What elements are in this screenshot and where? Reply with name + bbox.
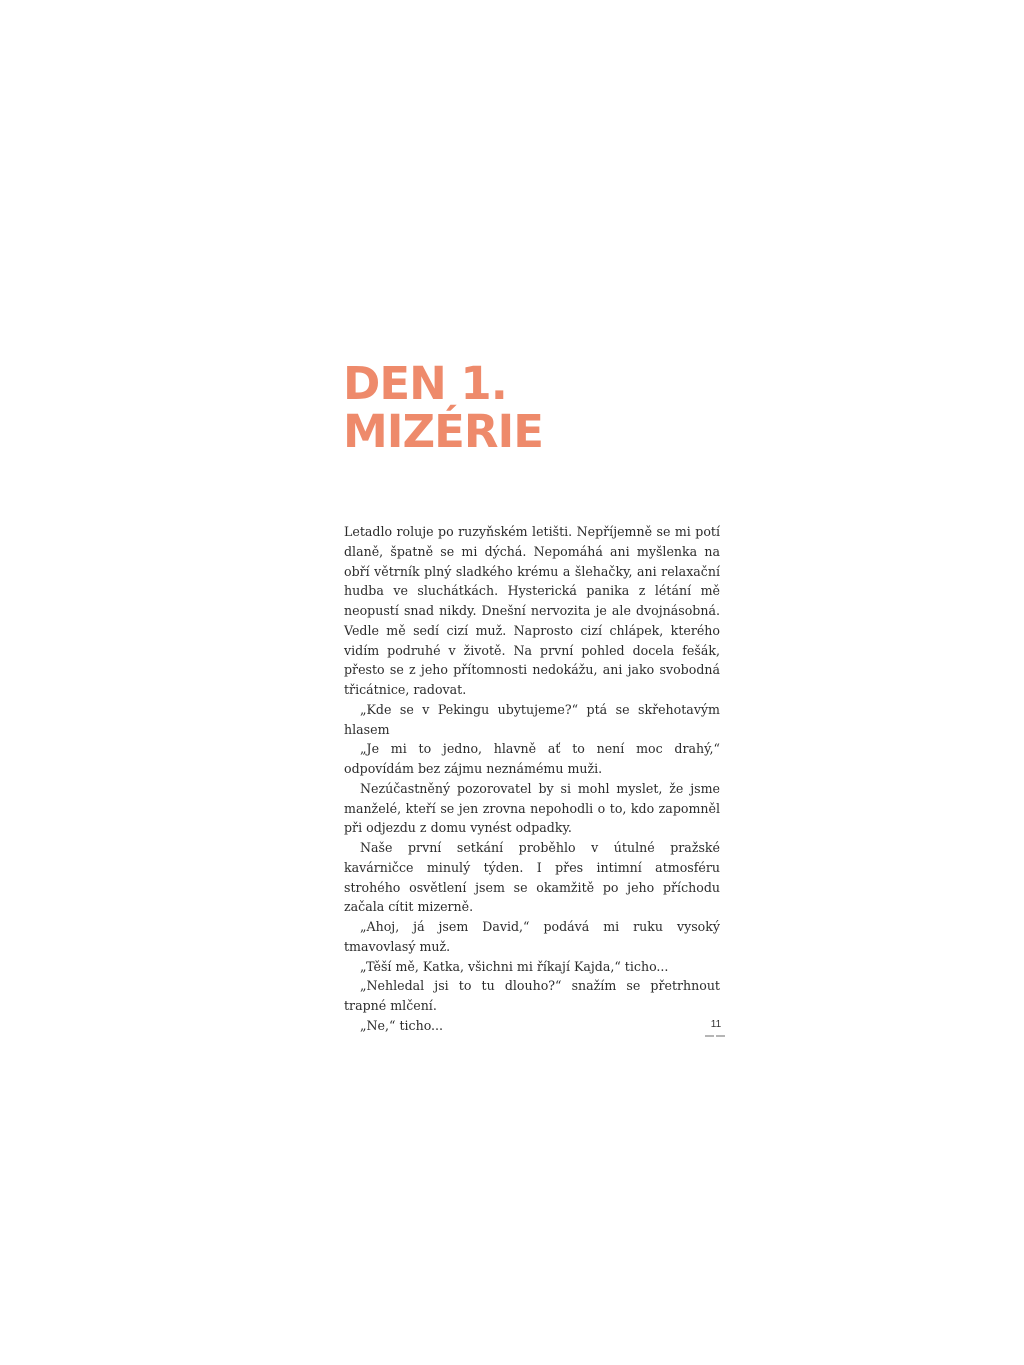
page-number-mark	[705, 1035, 725, 1038]
paragraph-5: Naše první setkání proběhlo v útulné pražské kavárničce minulý týden. I přes intimní atmosféru strohého osvětlení jsem se okamžitě po jeho příchodu začala cítit mizerně.	[344, 840, 720, 915]
paragraph-3: „Je mi to jedno, hlavně ať to není moc drahý,“ odpovídám bez zájmu neznámému muži.	[344, 741, 720, 776]
chapter-title	[343, 357, 544, 458]
paragraph-8: „Nehledal jsi to tu dlouho?“ snažím se přetrhnout trapné mlčení.	[344, 978, 720, 1013]
paragraph-2: „Kde se v Pekingu ubytujeme?“ ptá se skřehotavým hlasem	[344, 701, 720, 737]
chapter-body	[344, 522, 720, 1036]
page-mark-dash-right	[716, 1035, 725, 1037]
page-mark-dash-left	[705, 1035, 714, 1037]
paragraph-7: „Těší mě, Katka, všichni mi říkají Kajda,“ ticho...	[360, 958, 669, 974]
paragraph-1: Letadlo roluje po ruzyňském letišti. Nepříjemně se mi potí dlaně, špatně se mi dýchá. Nepomáhá ani myšlenka na obří větrník plný sladkého krému a šlehačky, ani relaxační hudba ve sluchátkách. Hysterická panika z létání mě neopustí snad nikdy. Dnešní nervozita je ale dvojnásobná. Vedle mě sedí cizí muž. Naprosto cizí chlápek, kterého vidím podruhé v životě. Na první pohled docela fešák, přesto se z jeho přítomnosti nedokážu, ani jako svobodná třicátnice, radovat.	[344, 524, 720, 697]
paragraph-4: Nezúčastněný pozorovatel by si mohl myslet, že jsme manželé, kteří se jen zrovna nepohodli o to, kdo zapomněl při odjezdu z domu vynést odpadky.	[344, 780, 720, 836]
chapter-title-line-1: DEN 1.	[343, 357, 507, 410]
paragraph-9: „Ne,“ ticho...	[360, 1017, 444, 1033]
chapter-title-line-2: MIZÉRIE	[343, 405, 544, 458]
paragraph-6: „Ahoj, já jsem David,“ podává mi ruku vysoký tmavovlasý muž.	[344, 919, 720, 954]
page-number: 11	[710, 1019, 722, 1030]
